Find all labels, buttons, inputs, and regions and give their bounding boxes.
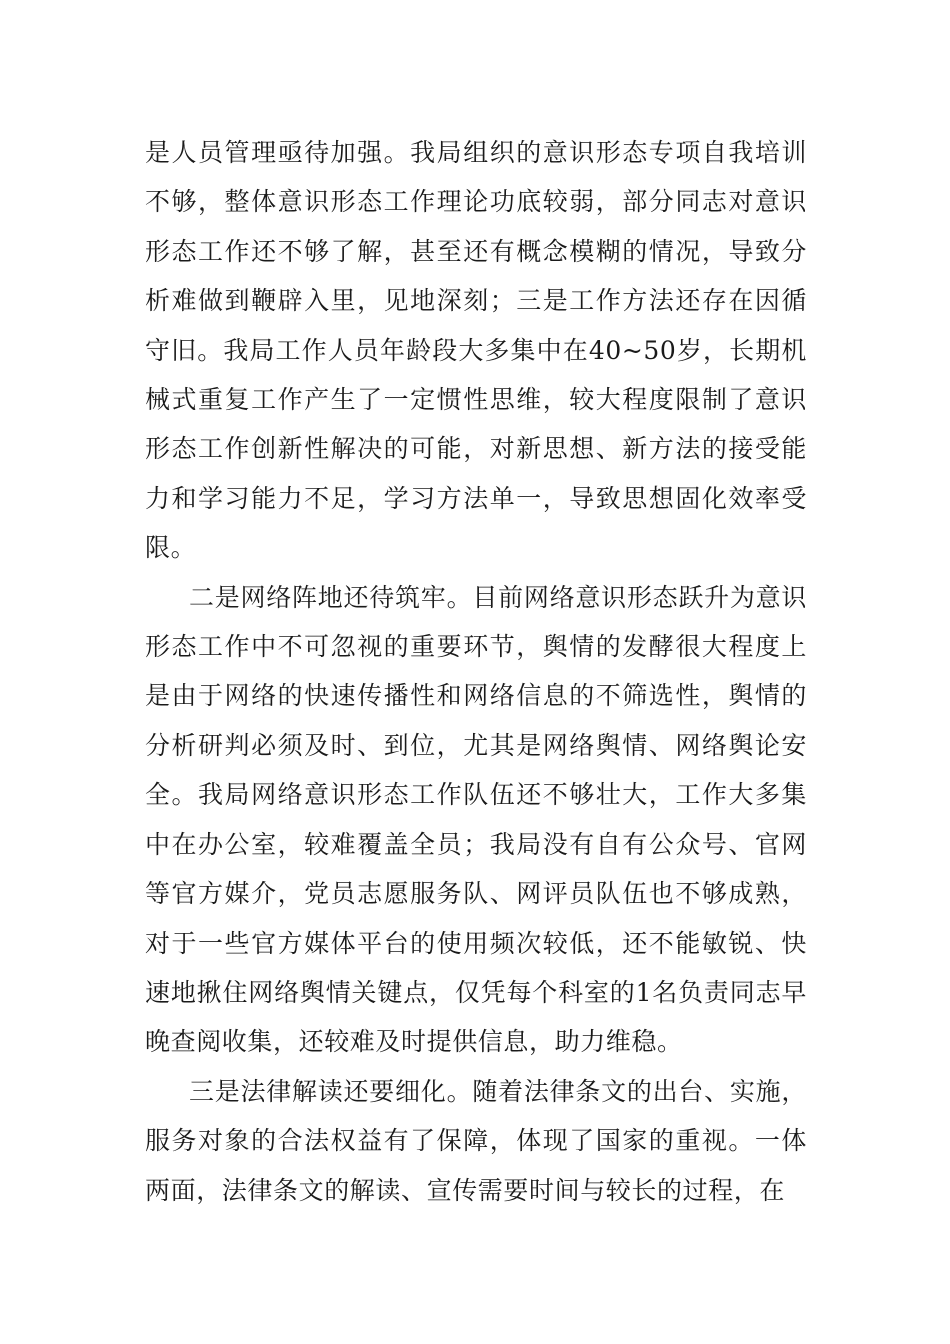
paragraph-legal-interpretation: 三是法律解读还要细化。随着法律条文的出台、实施，服务对象的合法权益有了保障，体现了国家的重视。一体两面，法律条文的解读、宣传需要时间与较长的过程，在	[145, 1076, 807, 1205]
paragraph-network-front: 二是网络阵地还待筑牢。目前网络意识形态跃升为意识形态工作中不可忽视的重要环节，舆情的发酵很大程度上是由于网络的快速传播性和网络信息的不筛选性，舆情的分析研判必须及时、到位，尤其是网络舆情、网络舆论安全。我局网络意识形态工作队伍还不够壮大，工作大多集中在办公室，较难覆盖全员；我局没有自有公众号、官网等官方媒介，党员志愿服务队、网评员队伍也不够成熟，对于一些官方媒体平台的使用频次较低，还不能敏锐、快速地揪住网络舆情关键点，仅凭每个科室的1名负责同志早晚查阅收集，还较难及时提供信息，助力维稳。	[145, 582, 807, 1057]
paragraph-continued: 是人员管理亟待加强。我局组织的意识形态专项自我培训不够，整体意识形态工作理论功底较弱，部分同志对意识形态工作还不够了解，甚至还有概念模糊的情况，导致分析难做到鞭辟入里，见地深刻；三是工作方法还存在因循守旧。我局工作人员年龄段大多集中在40~50岁，长期机械式重复工作产生了一定惯性思维，较大程度限制了意识形态工作创新性解决的可能，对新思想、新方法的接受能力和学习能力不足，学习方法单一，导致思想固化效率受限。	[145, 138, 807, 563]
document-body	[145, 128, 807, 1215]
